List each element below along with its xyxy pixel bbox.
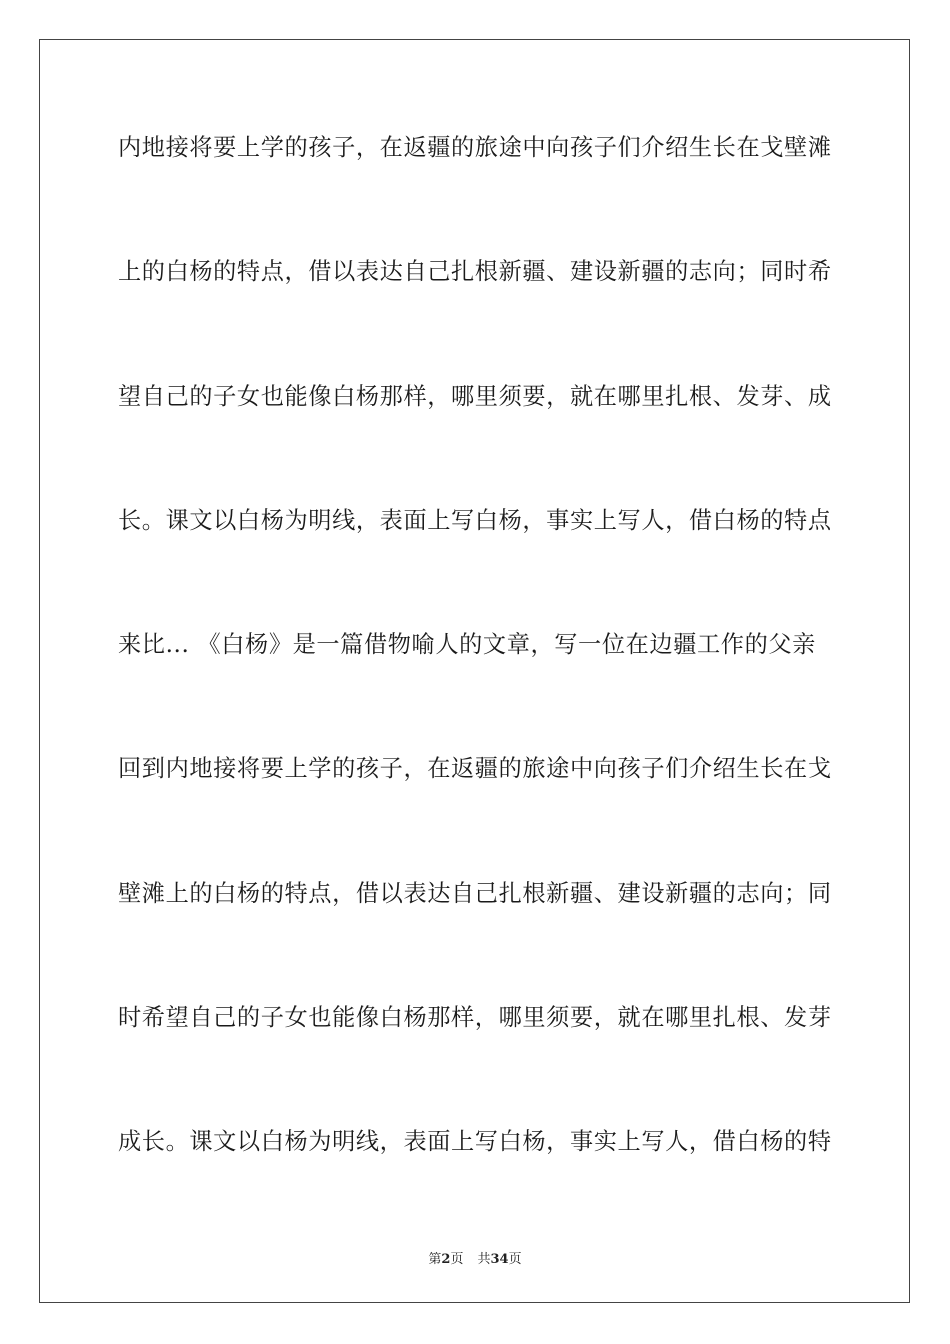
total-label-prefix: 共 xyxy=(477,1252,491,1267)
total-label-suffix: 页 xyxy=(508,1252,522,1267)
text-line: 回到内地接将要上学的孩子，在返疆的旅途中向孩子们介绍生长在戈 xyxy=(118,755,832,783)
text-line: 成长。课文以白杨为明线，表面上写白杨，事实上写人，借白杨的特 xyxy=(118,1128,832,1156)
text-line: 来比... 《白杨》是一篇借物喻人的文章，写一位在边疆工作的父亲 xyxy=(118,631,816,659)
text-line: 壁滩上的白杨的特点，借以表达自己扎根新疆、建设新疆的志向；同 xyxy=(118,879,832,907)
page-label-suffix: 页 xyxy=(450,1252,464,1267)
text-line: 长。课文以白杨为明线，表面上写白杨，事实上写人，借白杨的特点 xyxy=(118,506,832,534)
page-label-prefix: 第 xyxy=(428,1252,442,1267)
text-line: 望自己的子女也能像白杨那样，哪里须要，就在哪里扎根、发芽、成 xyxy=(118,382,832,410)
text-line: 内地接将要上学的孩子，在返疆的旅途中向孩子们介绍生长在戈壁滩 xyxy=(118,134,832,161)
total-page-count: 34 xyxy=(490,1252,509,1267)
current-page-number: 2 xyxy=(441,1252,451,1267)
document-body xyxy=(118,128,838,1247)
text-line: 时希望自己的子女也能像白杨那样，哪里须要，就在哪里扎根、发芽 xyxy=(118,1004,832,1032)
text-line: 上的白杨的特点，借以表达自己扎根新疆、建设新疆的志向；同时希 xyxy=(118,258,832,286)
page-footer xyxy=(0,1248,950,1267)
